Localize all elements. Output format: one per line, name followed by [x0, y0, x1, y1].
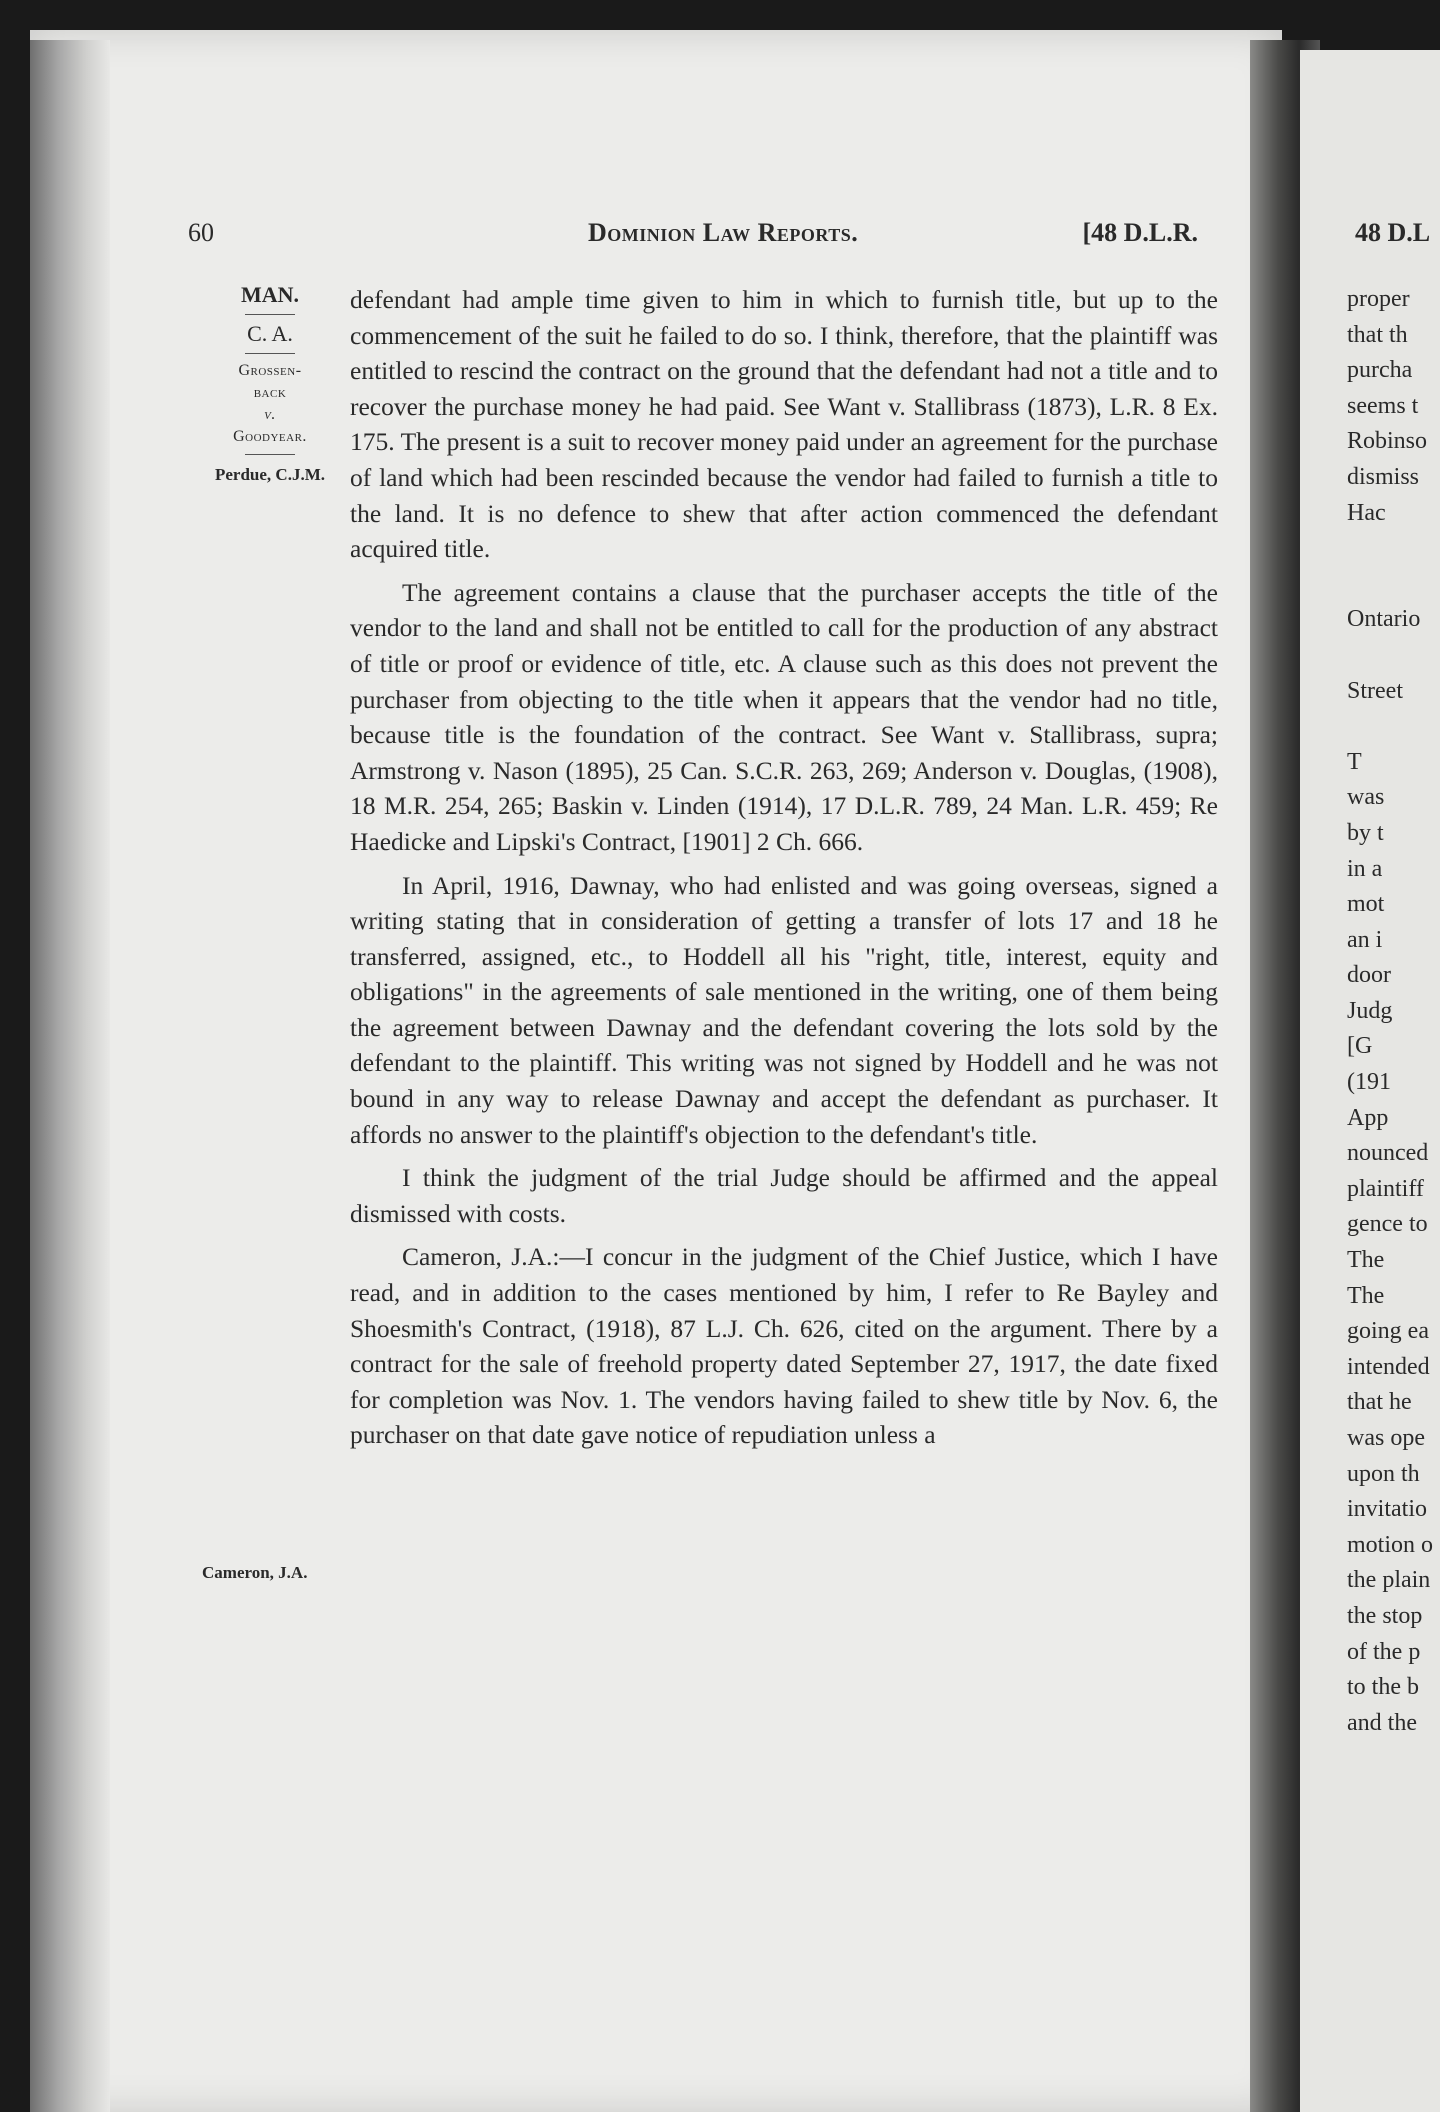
right-page-line: an i	[1347, 926, 1383, 953]
court-label: C. A.	[247, 321, 293, 346]
right-page-line: was	[1347, 784, 1385, 811]
running-head	[188, 218, 1198, 258]
case-name-line: Grossen-	[238, 362, 302, 379]
right-page-line	[1347, 567, 1440, 603]
right-page-line: mot	[1347, 891, 1385, 918]
right-page-line: [G	[1347, 1033, 1373, 1060]
paragraph: defendant had ample time given to him in which to furnish title, but up to the commencement of the suit he failed to do so. I think, therefore, that the plaintiff was entitled to rescind the contract on the ground that the defendant had not a title and to recover the purchase money he had paid. See Want v. Stallibrass (1873), L.R. 8 Ex. 175. The present is a suit to recover money paid under an agreement for the purchase of land which had been rescinded because the vendor had failed to furnish a title to the land. It is no defence to shew that after action commenced the defendant acquired title.	[350, 285, 1218, 564]
right-page-line: that th	[1347, 321, 1408, 348]
journal-title: Dominion Law Reports.	[588, 218, 859, 247]
margin-divider	[245, 353, 295, 354]
right-page-line: to the b	[1347, 1674, 1419, 1701]
right-page-line: The	[1347, 1247, 1385, 1274]
right-page-line: T	[1347, 748, 1362, 775]
right-page-line: dismiss	[1347, 463, 1420, 490]
right-page-line	[1347, 709, 1440, 745]
right-page-line: Ontario	[1347, 606, 1421, 633]
right-page-line: the plain	[1347, 1567, 1431, 1594]
margin-divider	[245, 454, 295, 455]
right-page-line: Street	[1347, 677, 1403, 704]
right-page-line	[1347, 638, 1440, 674]
right-page-line: Robinso	[1347, 428, 1428, 455]
paragraph: Cameron, J.A.:—I concur in the judgment of the Chief Justice, which I have read, and in addition to the cases mentioned by him, I refer to Re Bayley and Shoesmith's Contract, (1918), 87 L.J. Ch. 626, cited on the argument. There by a contract for the sale of freehold property dated September 27, 1917, the date fixed for completion was Nov. 1. The vendors having failed to shew title by Nov. 6, the purchaser on that date gave notice of repudiation unless a	[350, 1242, 1218, 1450]
judgment-text	[350, 282, 1218, 1453]
right-page-line: and the	[1347, 1709, 1417, 1736]
right-page-line: plaintiff	[1347, 1175, 1424, 1202]
right-page-line: gence to	[1347, 1211, 1428, 1238]
right-page-line: of the p	[1347, 1638, 1421, 1665]
judge-label: Perdue, C.J.M.	[214, 465, 325, 484]
paragraph: I think the judgment of the trial Judge should be affirmed and the appeal dismissed with costs.	[350, 1163, 1218, 1228]
right-page-line: The	[1347, 1282, 1385, 1309]
page-number: 60	[188, 218, 214, 247]
right-page-line: by t	[1347, 819, 1384, 846]
right-page-line: was ope	[1347, 1425, 1425, 1451]
right-page-line: Judg	[1347, 997, 1393, 1024]
right-page-line: upon th	[1347, 1460, 1420, 1487]
right-page-line: invitatio	[1347, 1496, 1427, 1523]
paragraph: In April, 1916, Dawnay, who had enlisted and was going overseas, signed a writing stating that in consideration of getting a transfer of lots 17 and 18 he transferred, assigned, etc., to Hoddell all his "right, title, interest, equity and obligations" in the agreements of sale mentioned in the writing, one of them being the agreement between Dawnay and the defendant covering the lots sold by the defendant to the plaintiff. This writing was not signed by Hoddell and he was not bound in any way to release Dawnay and accept the defendant as purchaser. It affords no answer to the plaintiff's objection to the defendant's title.	[350, 870, 1218, 1149]
right-page-line: Hac	[1347, 499, 1386, 526]
right-page-line: the stop	[1347, 1602, 1423, 1629]
paragraph: The agreement contains a clause that the purchaser accepts the title of the vendor to the land and shall not be entitled to call for the production of any abstract of title or proof or evidence of title, etc. A clause such as this does not prevent the purchaser from objecting to the title when it appears that the vendor had no title, because title is the foundation of the contract. See Want v. Stallibrass, supra; Armstrong v. Nason (1895), 25 Can. S.C.R. 263, 269; Anderson v. Douglas, (1908), 18 M.R. 254, 265; Baskin v. Linden (1914), 17 D.L.R. 789, 24 Man. L.R. 459; Re Haedicke and Lipski's Contract, [1901] 2 Ch. 666.	[350, 577, 1218, 856]
right-page-line: proper	[1347, 286, 1410, 312]
case-name-line: back	[253, 384, 287, 401]
right-page-line: intended	[1347, 1353, 1430, 1380]
right-page-line: purcha	[1347, 357, 1413, 384]
case-name-line: Goodyear.	[233, 428, 307, 445]
right-page-line: in a	[1347, 855, 1383, 882]
right-page-line: going ea	[1347, 1318, 1429, 1345]
right-page-line: motion o	[1347, 1531, 1434, 1558]
right-page-line	[1347, 531, 1440, 567]
margin-notes	[190, 282, 350, 485]
volume-reference: [48 D.L.R.	[1082, 218, 1198, 247]
right-page-line: nounced	[1347, 1140, 1429, 1167]
right-page-text	[1347, 282, 1440, 1741]
right-page-line: App	[1347, 1104, 1389, 1131]
province-label: MAN.	[240, 282, 300, 307]
judge-label-cameron: Cameron, J.A.	[202, 1563, 308, 1582]
right-page-line: (191	[1347, 1069, 1391, 1096]
page-edge-shading	[30, 40, 110, 2112]
right-page-line: seems t	[1347, 392, 1419, 419]
case-name-line: v.	[264, 406, 276, 423]
right-page-head: 48 D.L	[1355, 218, 1431, 247]
right-page-line: that he	[1347, 1389, 1412, 1416]
right-page-line: door	[1347, 962, 1391, 989]
margin-divider	[245, 314, 295, 315]
